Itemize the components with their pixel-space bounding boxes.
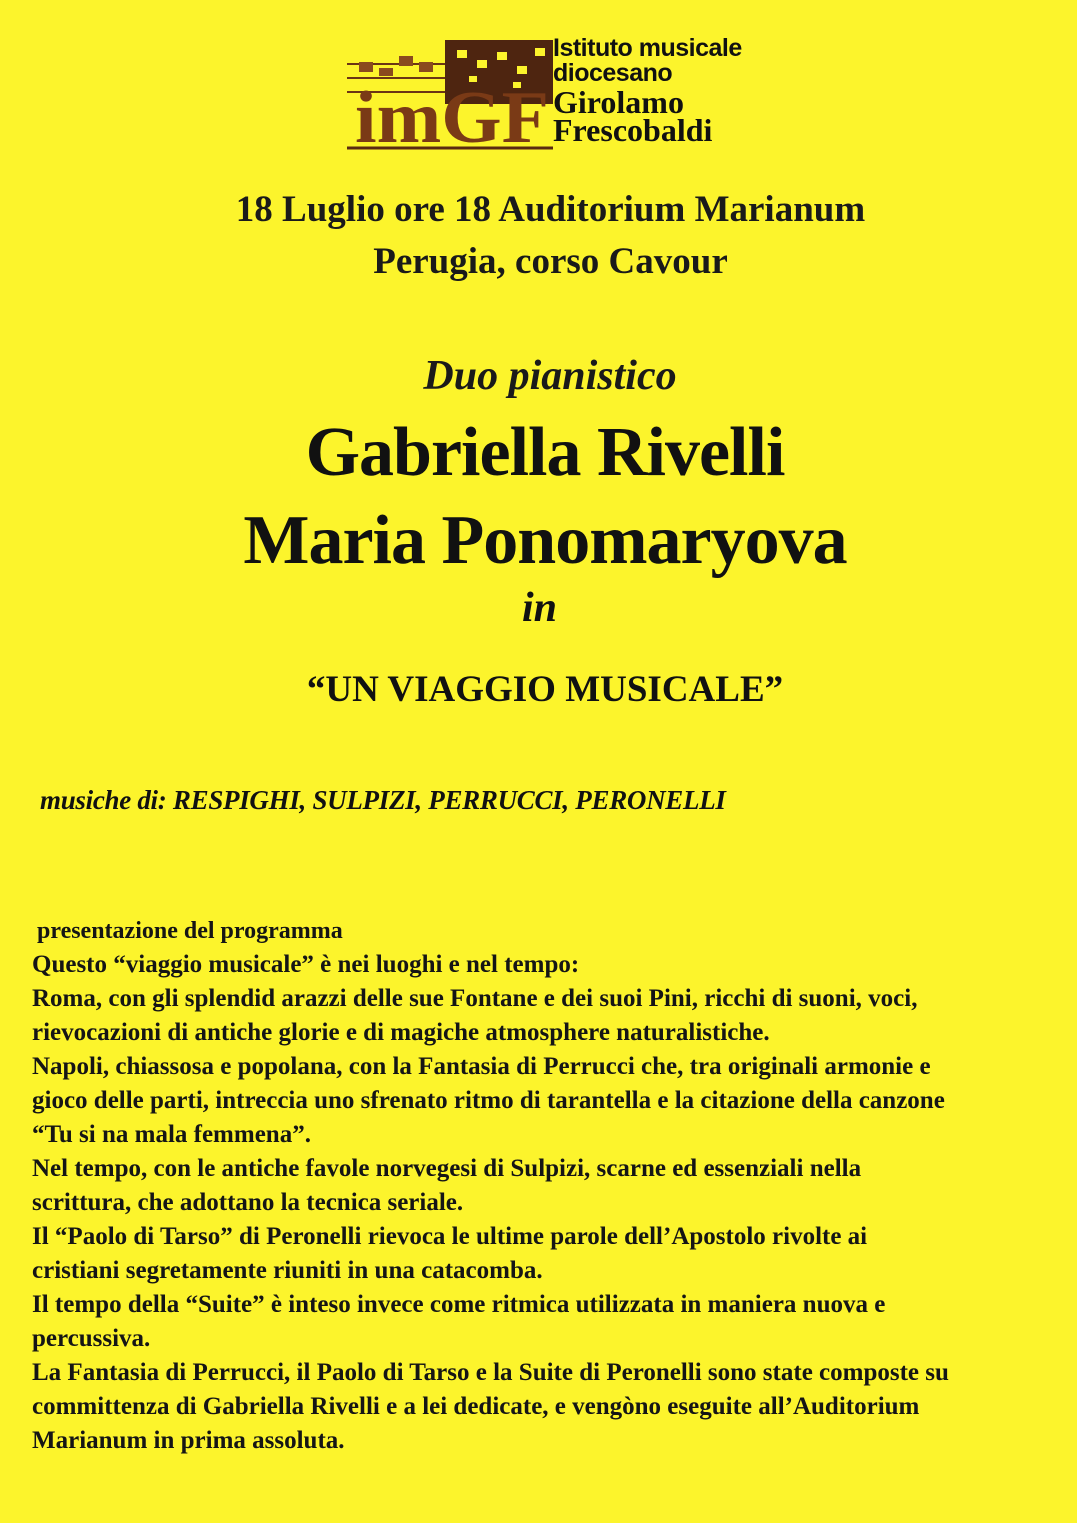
logo-mark-letters: imGF bbox=[355, 77, 549, 154]
imgf-logo-mark-icon bbox=[345, 36, 555, 154]
concert-title: “UN VIAGGIO MUSICALE” bbox=[306, 669, 784, 710]
program-line: Questo “viaggio musicale” è nei luoghi e nel tempo: bbox=[32, 951, 580, 978]
composers-line: musiche di: RESPIGHI, SULPIZI, PERRUCCI, PERONELLI bbox=[40, 785, 726, 815]
program-line: Napoli, chiassosa e popolana, con la Fantasia di Perrucci che, tra originali armonie e bbox=[32, 1053, 931, 1080]
program-line: La Fantasia di Perrucci, il Paolo di Tarso e la Suite di Peronelli sono state composte su bbox=[32, 1359, 949, 1386]
event-date-place: 18 Luglio ore 18 Auditorium Marianum bbox=[235, 189, 866, 230]
program-line: cristiani segretamente riuniti in una catacomba. bbox=[32, 1257, 543, 1284]
institute-name-line4: Frescobaldi bbox=[553, 112, 713, 148]
event-address: Perugia, corso Cavour bbox=[373, 241, 728, 282]
program-line: scrittura, che adottano la tecnica seriale. bbox=[32, 1189, 464, 1216]
program-description bbox=[32, 914, 1042, 1458]
institute-name bbox=[553, 34, 742, 148]
performer-name-2: Maria Ponomaryova bbox=[243, 502, 847, 579]
program-line: gioco delle parti, intreccia uno sfrenato ritmo di tarantella e la citazione della canzone bbox=[32, 1087, 945, 1114]
program-line: Il “Paolo di Tarso” di Peronelli rievoca le ultime parole dell’Apostolo rivolte ai bbox=[32, 1223, 868, 1250]
performer-name-1: Gabriella Rivelli bbox=[305, 414, 785, 491]
in-label: in bbox=[522, 585, 558, 631]
program-line: rievocazioni di antiche glorie e di magiche atmosphere naturalistiche. bbox=[32, 1019, 770, 1046]
institute-name-line1: Istituto musicale bbox=[553, 34, 742, 62]
institute-name-line2: diocesano bbox=[553, 59, 673, 87]
program-line: Marianum in prima assoluta. bbox=[32, 1427, 345, 1454]
program-line: Il tempo della “Suite” è inteso invece come ritmica utilizzata in maniera nuova e bbox=[32, 1291, 886, 1318]
program-line: “Tu si na mala femmena”. bbox=[32, 1121, 311, 1148]
institute-name-line3: Girolamo bbox=[553, 84, 684, 120]
program-line: Roma, con gli splendid arazzi delle sue Fontane e dei suoi Pini, ricchi di suoni, voci, bbox=[32, 985, 918, 1012]
ensemble-label: Duo pianistico bbox=[423, 353, 677, 399]
program-line: percussiva. bbox=[32, 1325, 151, 1352]
program-line: committenza di Gabriella Rivelli e a lei dedicate, e vengòno eseguite all’Auditorium bbox=[32, 1393, 920, 1420]
institute-logo bbox=[345, 36, 765, 156]
program-heading: presentazione del programma bbox=[37, 918, 343, 944]
program-line: Nel tempo, con le antiche favole norvegesi di Sulpizi, scarne ed essenziali nella bbox=[32, 1155, 862, 1182]
